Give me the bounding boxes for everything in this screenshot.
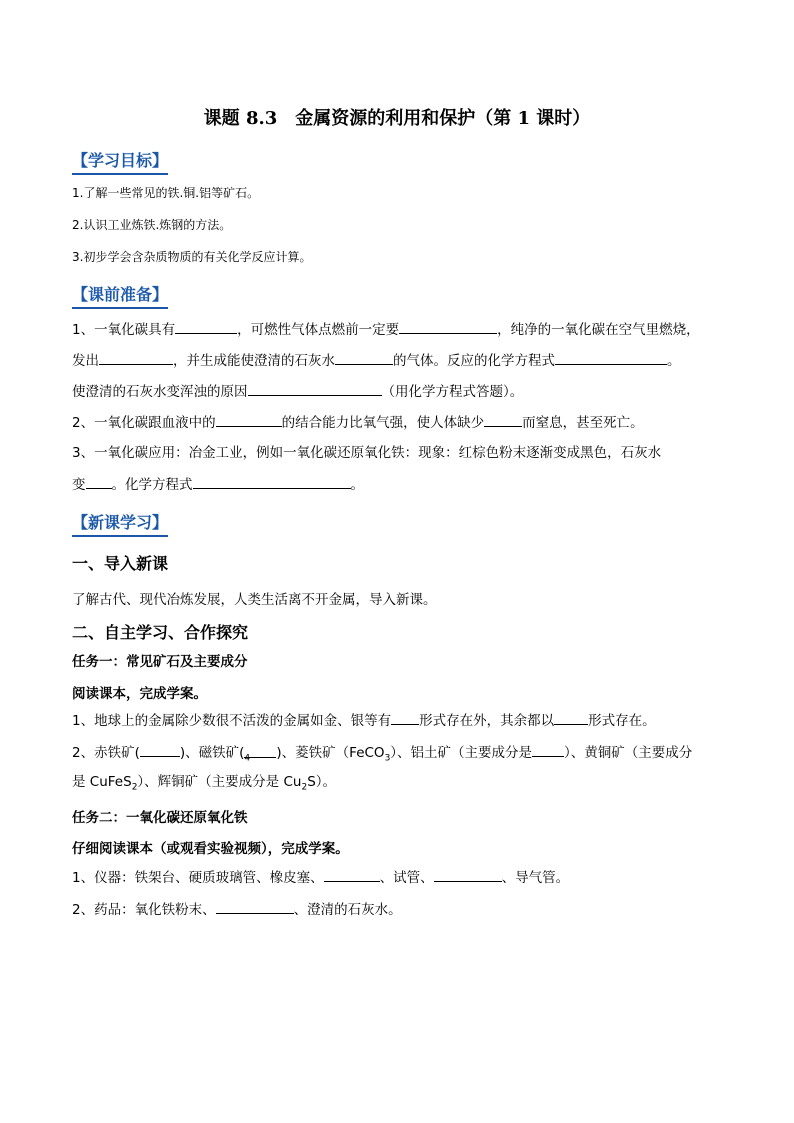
task-1-heading: 任务一：常见矿石及主要成分: [72, 654, 248, 670]
answer-blank[interactable]: [555, 350, 667, 365]
answer-blank[interactable]: [434, 867, 502, 882]
goal-2: 2.认识工业炼铁.炼钢的方法。: [72, 218, 232, 232]
answer-blank[interactable]: [99, 350, 173, 365]
question-2: 2、赤铁矿( )、磁铁矿($_4$ )、菱铁矿（FeCO$_3$）、铝土矿（主要成分是 ）、黄铜矿（主要成分: [72, 742, 722, 769]
question-1: 1、地球上的金属除少数很不活泼的金属如金、银等有 形式存在外，其余都以 形式存在。: [72, 710, 722, 731]
heading-introduction: 一、导入新课: [72, 554, 169, 573]
intro-text: 了解古代、现代冶炼发展，人类生活离不开金属，导入新课。: [72, 592, 437, 608]
task-2-heading: 任务二：一氧化碳还原氧化铁: [72, 810, 248, 826]
heading-self-study: 二、自主学习、合作探究: [72, 623, 249, 642]
answer-blank[interactable]: [484, 412, 522, 427]
goal-1: 1.了解一些常见的铁.铜.铝等矿石。: [72, 186, 260, 200]
answer-blank[interactable]: [248, 381, 382, 396]
answer-blank[interactable]: [86, 474, 112, 489]
prep-line-6: 变 。化学方程式 。: [72, 474, 722, 495]
prep-line-5: 3、一氧化碳应用：冶金工业，例如一氧化碳还原氧化铁：现象：红棕色粉末逐渐变成黑色，石灰水: [72, 445, 662, 461]
prep-line-2: 发出 ，并生成能使澄清的石灰水 的气体。反应的化学方程式 。: [72, 350, 722, 371]
answer-blank[interactable]: [175, 319, 237, 334]
section-pre-class: 【课前准备】: [72, 282, 168, 309]
task-2-instruction: 仔细阅读课本（或观看实验视频），完成学案。: [72, 841, 349, 857]
question-3: 1、仪器：铁架台、硬质玻璃管、橡皮塞、 、试管、 、导气管。: [72, 867, 722, 888]
prep-line-4: 2、一氧化碳跟血液中的 的结合能力比氧气强，使人体缺少 而窒息，甚至死亡。: [72, 412, 722, 433]
answer-blank[interactable]: [140, 742, 180, 757]
prep-line-3: 使澄清的石灰水变浑浊的原因 （用化学方程式答题）。: [72, 381, 722, 402]
answer-blank[interactable]: [193, 474, 351, 489]
question-2-cont: 是 CuFeS$_2$）、辉铜矿（主要成分是 $Cu_2S$）。: [72, 774, 337, 793]
question-4: 2、药品：氧化铁粉末、 、澄清的石灰水。: [72, 899, 722, 920]
answer-blank[interactable]: [399, 319, 497, 334]
answer-blank[interactable]: [335, 350, 393, 365]
answer-blank[interactable]: [391, 710, 419, 725]
goal-3: 3.初步学会含杂质物质的有关化学反应计算。: [72, 250, 312, 264]
prep-line-1: 1、一氧化碳具有 ，可燃性气体点燃前一定要 ，纯净的一氧化碳在空气里燃烧，: [72, 319, 722, 340]
answer-blank[interactable]: [216, 412, 282, 427]
section-new-lesson: 【新课学习】: [72, 510, 168, 537]
section-learning-goals: 【学习目标】: [72, 148, 168, 175]
page-title: 课题 8.3 金属资源的利用和保护（第 1 课时）: [203, 108, 591, 129]
answer-blank[interactable]: 4: [244, 743, 276, 758]
answer-blank[interactable]: [216, 899, 294, 914]
answer-blank[interactable]: [532, 742, 564, 757]
answer-blank[interactable]: [324, 867, 380, 882]
answer-blank[interactable]: [554, 710, 588, 725]
task-1-instruction: 阅读课本，完成学案。: [72, 686, 207, 702]
